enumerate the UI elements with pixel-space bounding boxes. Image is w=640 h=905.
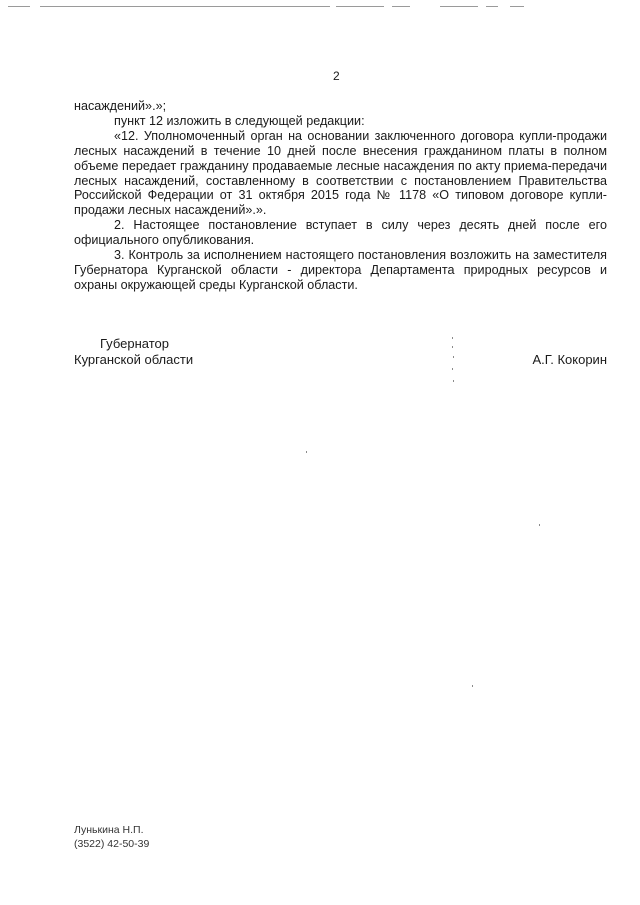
signer-title: Губернатор — [100, 336, 169, 351]
paragraph-amendment-intro: пункт 12 изложить в следующей редакции: — [114, 113, 365, 128]
executor-phone: (3522) 42-50-39 — [74, 838, 150, 850]
document-body — [74, 99, 607, 293]
executor-info — [74, 823, 149, 851]
paragraph-item-2: 2. Настоящее постановление вступает в силу через десять дней после его официального опубликования. — [74, 218, 607, 248]
paragraph-item-3: 3. Контроль за исполнением настоящего постановления возложить на заместителя Губернатора Курганской области - директора Департамента природных ресурсов и охраны окружающей среды Курганской области. — [74, 248, 607, 292]
paragraph-clause-12: «12. Уполномоченный орган на основании заключенного договора купли-продажи лесных насаждений в течение 10 дней после внесения гражданином платы в полном объеме передает гражданину продаваемые лесные насаждения по акту приема-передачи лесных насаждений, составленному в соответствии с постановлением Правительства Российской Федерации от 31 октября 2015 года № 1178 «О типовом договоре купли-продажи лесных насаждений».». — [74, 128, 607, 218]
scan-edge-artifact — [0, 6, 640, 8]
paragraph-continuation: насаждений».»; — [74, 99, 167, 113]
page-number: 2 — [333, 69, 340, 83]
signer-name: А.Г. Кокорин — [532, 352, 607, 367]
signer-position — [74, 336, 193, 368]
signer-region: Курганской области — [74, 352, 194, 367]
executor-name: Лунькина Н.П. — [74, 824, 144, 836]
